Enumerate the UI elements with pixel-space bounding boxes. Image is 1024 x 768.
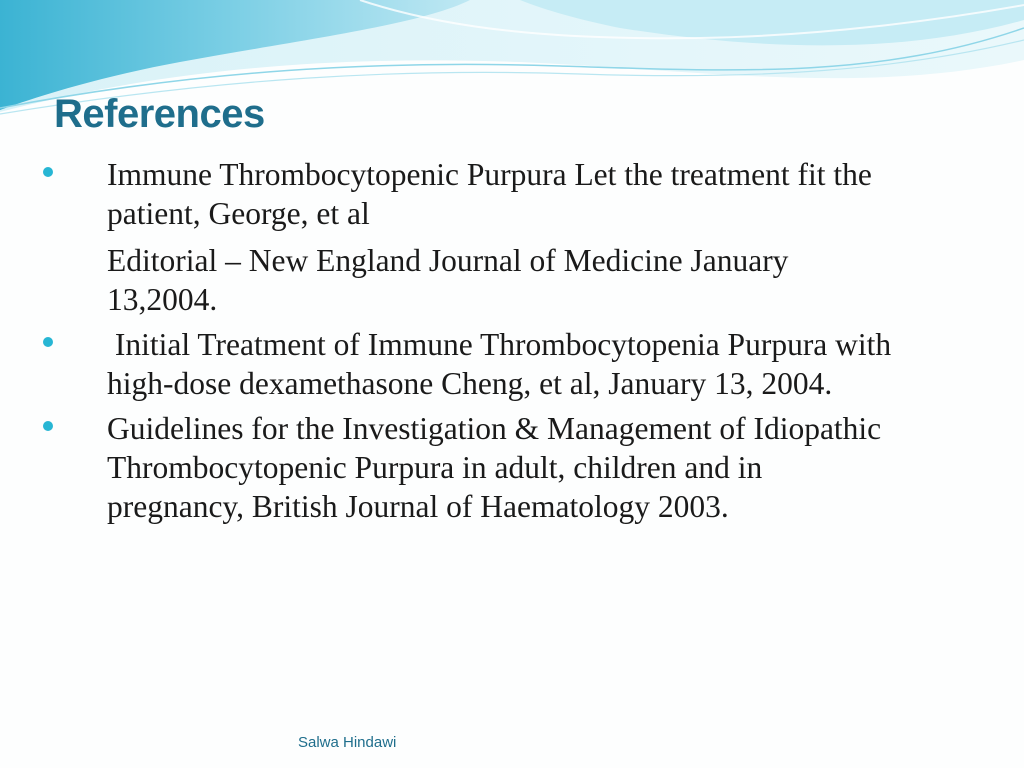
bullet-icon [43,337,53,347]
reference-text: Initial Treatment of Immune Thrombocytopenia Purpura with high-dose dexamethasone Cheng, et al, January 13, 2004. [107,327,900,401]
reference-item [0,155,897,319]
bullet-icon [43,421,53,431]
bullet-icon [43,167,53,177]
slide-title: References [54,92,265,136]
footer-author: Salwa Hindawi [298,734,397,751]
reference-text: Guidelines for the Investigation & Management of Idiopathic Thrombocytopenic Purpura in adult, children and in pregnancy, British Journal of Haematology 2003. [107,411,889,524]
reference-text: Immune Thrombocytopenic Purpura Let the treatment fit the patient, George, et al [107,157,880,231]
reference-item [0,325,900,403]
reference-subtext: Editorial – New England Journal of Medicine January 13,2004. [107,243,797,317]
reference-item [0,409,897,526]
references-list [0,155,1024,532]
